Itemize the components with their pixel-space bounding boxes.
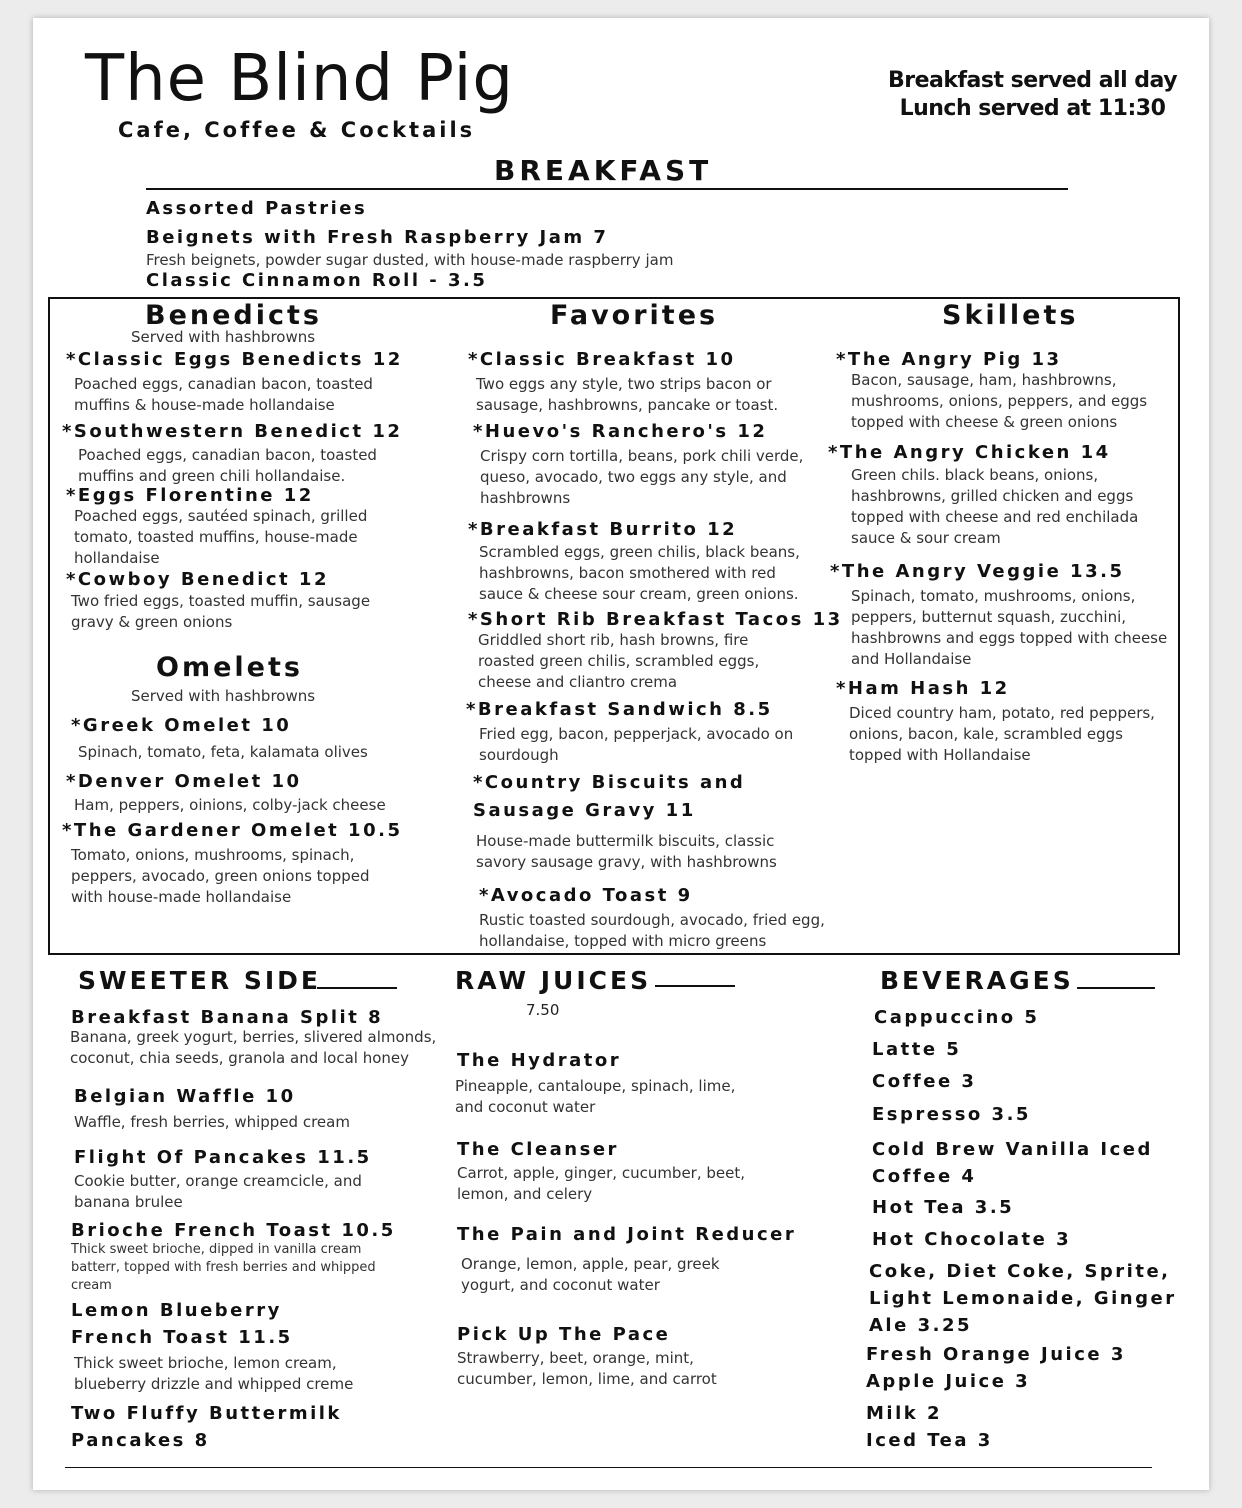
menu-item-name: *Short Rib Breakfast Tacos 13 bbox=[468, 609, 843, 630]
menu-item-desc: Rustic toasted sourdough, avocado, fried egg, hollandaise, topped with micro greens bbox=[479, 911, 825, 950]
menu-item-desc: Cookie butter, orange creamcicle, and banana brulee bbox=[74, 1172, 362, 1211]
beverages-divider bbox=[1077, 987, 1155, 989]
beverage-item: Ale 3.25 bbox=[869, 1315, 972, 1336]
beverage-item: Hot Chocolate 3 bbox=[872, 1229, 1072, 1250]
menu-item-name: Breakfast Banana Split 8 bbox=[71, 1007, 384, 1028]
sweeter-side-divider bbox=[317, 987, 397, 989]
hours-breakfast: Breakfast served all day bbox=[887, 68, 1178, 93]
menu-item-desc: Bacon, sausage, ham, hashbrowns, mushrooms, onions, peppers, and eggs topped with cheese & green onions bbox=[851, 371, 1148, 431]
beignets-item: Beignets with Fresh Raspberry Jam 7 bbox=[146, 227, 609, 248]
omelets-heading: Omelets bbox=[156, 652, 303, 683]
hours-lunch: Lunch served at 11:30 bbox=[899, 96, 1166, 121]
menu-item-name: The Hydrator bbox=[457, 1050, 622, 1071]
beverage-item: Coke, Diet Coke, Sprite, bbox=[869, 1261, 1171, 1282]
menu-item-name: *Classic Eggs Benedicts 12 bbox=[66, 349, 403, 370]
raw-juices-heading: RAW JUICES bbox=[455, 966, 652, 995]
beverage-item: Apple Juice 3 bbox=[866, 1371, 1031, 1392]
menu-item-desc: Spinach, tomato, feta, kalamata olives bbox=[78, 743, 368, 761]
menu-item-name: The Pain and Joint Reducer bbox=[457, 1224, 797, 1245]
menu-item-name: *Huevo's Ranchero's 12 bbox=[473, 421, 768, 442]
menu-item-desc: Orange, lemon, apple, pear, greek yogurt, and coconut water bbox=[461, 1255, 720, 1294]
menu-item-desc: Green chils. black beans, onions, hashbrowns, grilled chicken and eggs topped with cheese and red enchilada sauce & sour cream bbox=[851, 466, 1139, 547]
menu-item-desc: Scrambled eggs, green chilis, black beans, hashbrowns, bacon smothered with red sauce & cheese sour cream, green onions. bbox=[479, 543, 800, 603]
menu-item-name: *The Gardener Omelet 10.5 bbox=[62, 820, 403, 841]
menu-item-desc: Waffle, fresh berries, whipped cream bbox=[74, 1113, 350, 1131]
menu-item-name: *Ham Hash 12 bbox=[836, 678, 1010, 699]
sweeter-side-heading: SWEETER SIDE bbox=[78, 966, 321, 995]
beverage-item: Coffee 4 bbox=[872, 1166, 977, 1187]
skillets-heading: Skillets bbox=[942, 300, 1079, 331]
menu-item-desc: Two fried eggs, toasted muffin, sausage gravy & green onions bbox=[71, 592, 371, 631]
beverage-item: Cold Brew Vanilla Iced bbox=[872, 1139, 1153, 1160]
beverage-item: Hot Tea 3.5 bbox=[872, 1197, 1015, 1218]
beverage-item: Fresh Orange Juice 3 bbox=[866, 1344, 1126, 1365]
menu-item-desc: Diced country ham, potato, red peppers, onions, bacon, kale, scrambled eggs topped with Hollandaise bbox=[849, 704, 1155, 764]
menu-item-desc: House-made buttermilk biscuits, classic savory sausage gravy, with hashbrowns bbox=[476, 832, 777, 871]
benedicts-heading: Benedicts bbox=[145, 300, 322, 331]
menu-item-name: *Avocado Toast 9 bbox=[479, 885, 693, 906]
menu-item-desc: Tomato, onions, mushrooms, spinach, peppers, avocado, green onions topped with house-made hollandaise bbox=[71, 846, 370, 906]
menu-item-name: *Cowboy Benedict 12 bbox=[66, 569, 329, 590]
menu-item-name: *Denver Omelet 10 bbox=[66, 771, 302, 792]
menu-item-name: *Greek Omelet 10 bbox=[71, 715, 292, 736]
menu-item-name: *Eggs Florentine 12 bbox=[66, 485, 314, 506]
beverage-item: Coffee 3 bbox=[872, 1071, 977, 1092]
menu-item-desc: Poached eggs, canadian bacon, toasted muffins and green chili hollandaise. bbox=[78, 446, 377, 485]
menu-item-desc: Strawberry, beet, orange, mint, cucumber, lemon, lime, and carrot bbox=[457, 1349, 717, 1388]
menu-item-desc: Poached eggs, sautéed spinach, grilled tomato, toasted muffins, house-made hollandaise bbox=[74, 507, 368, 567]
menu-item-name: *Southwestern Benedict 12 bbox=[62, 421, 403, 442]
beverage-item: Cappuccino 5 bbox=[874, 1007, 1040, 1028]
menu-item-name: Belgian Waffle 10 bbox=[74, 1086, 296, 1107]
restaurant-subtitle: Cafe, Coffee & Cocktails bbox=[118, 118, 476, 142]
menu-item-desc: Carrot, apple, ginger, cucumber, beet, lemon, and celery bbox=[457, 1164, 746, 1203]
menu-item-desc: Fried egg, bacon, pepperjack, avocado on sourdough bbox=[479, 725, 794, 764]
menu-item-desc: Spinach, tomato, mushrooms, onions, peppers, butternut squash, zucchini, hashbrowns and eggs topped with cheese and Hollandaise bbox=[851, 587, 1168, 668]
menu-item-name: *The Angry Veggie 13.5 bbox=[830, 561, 1125, 582]
menu-item-desc: Crispy corn tortilla, beans, pork chili verde, queso, avocado, two eggs any style, and hashbrowns bbox=[480, 447, 804, 507]
pastries-heading: Assorted Pastries bbox=[146, 198, 368, 219]
menu-item-desc: Banana, greek yogurt, berries, slivered almonds, coconut, chia seeds, granola and local honey bbox=[70, 1028, 437, 1067]
footer-divider bbox=[65, 1467, 1152, 1468]
beverage-item: Latte 5 bbox=[872, 1039, 962, 1060]
menu-item-name: Brioche French Toast 10.5 bbox=[71, 1220, 396, 1241]
menu-item-name: *Classic Breakfast 10 bbox=[468, 349, 736, 370]
menu-item-desc: Thick sweet brioche, lemon cream, blueberry drizzle and whipped creme bbox=[74, 1354, 354, 1393]
beverage-item: Espresso 3.5 bbox=[872, 1104, 1031, 1125]
beverage-item: Iced Tea 3 bbox=[866, 1430, 993, 1451]
menu-item-name: The Cleanser bbox=[457, 1139, 619, 1160]
restaurant-title: The Blind Pig bbox=[85, 42, 514, 116]
favorites-heading: Favorites bbox=[550, 300, 719, 331]
menu-item-name: *The Angry Pig 13 bbox=[836, 349, 1062, 370]
menu-item-desc: Ham, peppers, oinions, colby-jack cheese bbox=[74, 796, 386, 814]
menu-item-name: Lemon Blueberry bbox=[71, 1300, 282, 1321]
menu-item-name: *Breakfast Burrito 12 bbox=[468, 519, 738, 540]
menu-item-name: Flight Of Pancakes 11.5 bbox=[74, 1147, 372, 1168]
beverage-item: Milk 2 bbox=[866, 1403, 943, 1424]
beverage-item: Light Lemonaide, Ginger bbox=[869, 1288, 1177, 1309]
menu-item-name: *Breakfast Sandwich 8.5 bbox=[466, 699, 773, 720]
breakfast-heading: BREAKFAST bbox=[494, 154, 713, 187]
menu-item-name: Two Fluffy Buttermilk bbox=[71, 1403, 342, 1424]
benedicts-note: Served with hashbrowns bbox=[131, 328, 316, 346]
beignets-desc: Fresh beignets, powder sugar dusted, with house-made raspberry jam bbox=[146, 251, 674, 269]
menu-item-desc: Pineapple, cantaloupe, spinach, lime, and coconut water bbox=[455, 1077, 736, 1116]
menu-item-name-cont: Pancakes 8 bbox=[71, 1430, 210, 1451]
menu-item-name: *Country Biscuits and bbox=[473, 772, 746, 793]
menu-item-name-cont: Sausage Gravy 11 bbox=[473, 800, 696, 821]
cinnamon-item: Classic Cinnamon Roll - 3.5 bbox=[146, 270, 488, 291]
beverages-heading: BEVERAGES bbox=[880, 966, 1074, 995]
menu-item-name: Pick Up The Pace bbox=[457, 1324, 671, 1345]
menu-item-desc: Poached eggs, canadian bacon, toasted muffins & house-made hollandaise bbox=[74, 375, 373, 414]
omelets-note: Served with hashbrowns bbox=[131, 687, 316, 705]
menu-item-name-cont: French Toast 11.5 bbox=[71, 1327, 293, 1348]
menu-item-name: *The Angry Chicken 14 bbox=[828, 442, 1111, 463]
menu-item-desc: Two eggs any style, two strips bacon or sausage, hashbrowns, pancake or toast. bbox=[476, 375, 779, 414]
menu-item-desc: Griddled short rib, hash browns, fire roasted green chilis, scrambled eggs, cheese and cliantro crema bbox=[478, 631, 760, 691]
menu-item-desc: Thick sweet brioche, dipped in vanilla cream batterr, topped with fresh berries and whipped cream bbox=[71, 1242, 376, 1293]
raw-juices-divider bbox=[655, 985, 735, 987]
raw-juices-price: 7.50 bbox=[526, 1001, 560, 1019]
breakfast-divider bbox=[146, 188, 1068, 190]
